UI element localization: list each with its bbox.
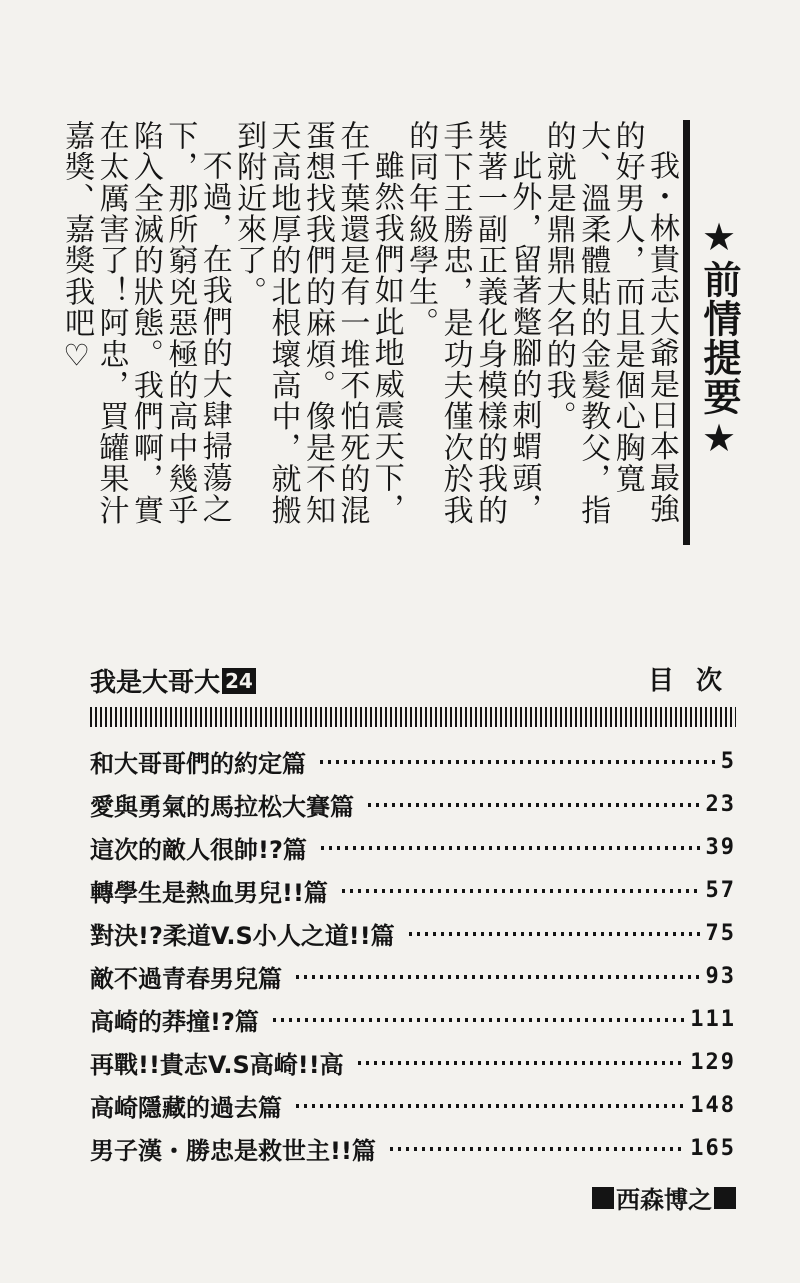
author-credit: [590, 1180, 738, 1215]
toc-item[interactable]: [90, 826, 736, 869]
toc-item-page: 23: [705, 792, 736, 817]
summary-paragraph: 不過，在我們的大肆掃蕩之下，那所窮兇惡極的高中幾乎陷入全滅的狀態。我們啊，實在太厲害了！阿忠，買罐果汁嘉獎、嘉獎我吧♡: [59, 120, 232, 526]
toc-leader-dots: [321, 846, 700, 850]
summary-divider-bar: [683, 120, 690, 545]
toc-item-page: 39: [705, 835, 736, 860]
author-right-block: [714, 1187, 736, 1209]
toc-item[interactable]: [90, 955, 736, 998]
toc-item-page: 111: [690, 1007, 736, 1032]
toc-leader-dots: [296, 1104, 684, 1108]
toc-item[interactable]: [90, 783, 736, 826]
toc-leader-dots: [342, 889, 700, 893]
toc-item-title: 愛與勇氣的馬拉松大賽篇: [90, 793, 354, 821]
toc-item-title: 和大哥哥們的約定篇: [90, 750, 306, 778]
summary-text: [59, 120, 678, 550]
toc-item-page: 75: [705, 921, 736, 946]
toc-item-page: 5: [720, 749, 736, 774]
toc-item-title: 男子漢・勝忠是救世主!!篇: [90, 1137, 376, 1165]
summary-paragraph: 我・林貴志大爺是日本最強的好男人，而且是個心胸寬大、溫柔體貼的金髮教父，指的就是鼎鼎大名的我。: [540, 120, 679, 526]
book-title: [90, 662, 256, 699]
toc-item[interactable]: [90, 1127, 736, 1170]
toc-leader-dots: [296, 975, 700, 979]
toc-item-page: 57: [705, 878, 736, 903]
book-title-text: 我是大哥大: [90, 668, 221, 698]
toc-leader-dots: [320, 760, 715, 764]
summary-paragraph: 雖然我們如此地威震天下，在千葉還是有一堆不怕死的混蛋想找我們的麻煩。像是不知天高地厚的北根壞高中，就搬到附近來了。: [231, 120, 404, 526]
author-name: 西森博之: [616, 1186, 712, 1214]
toc-item-title: 轉學生是熱血男兒!!篇: [90, 879, 328, 907]
summary-heading: ★前情提要★: [697, 215, 741, 461]
toc-leader-dots: [390, 1147, 684, 1151]
hatched-divider: [90, 707, 736, 727]
toc-item-title: 高崎的莽撞!?篇: [90, 1008, 259, 1036]
toc-item[interactable]: [90, 1041, 736, 1084]
toc-heading: 目次: [648, 666, 745, 696]
toc-item[interactable]: [90, 1084, 736, 1127]
toc-item[interactable]: [90, 869, 736, 912]
toc-item[interactable]: [90, 912, 736, 955]
toc-item-page: 148: [690, 1093, 736, 1118]
toc-item-page: 129: [690, 1050, 736, 1075]
toc-list: [90, 740, 736, 1170]
author-left-block: [592, 1187, 614, 1209]
toc-leader-dots: [273, 1018, 684, 1022]
toc-item-page: 165: [690, 1136, 736, 1161]
toc-leader-dots: [358, 1061, 685, 1065]
toc-leader-dots: [368, 803, 700, 807]
toc-item[interactable]: [90, 740, 736, 783]
toc-item-title: 敵不過青春男兒篇: [90, 965, 282, 993]
toc-item[interactable]: [90, 998, 736, 1041]
volume-badge: 24: [222, 668, 256, 694]
toc-item-title: 這次的敵人很帥!?篇: [90, 836, 307, 864]
toc-item-title: 高崎隱藏的過去篇: [90, 1094, 282, 1122]
toc-item-title: 再戰!!貴志V.S高崎!!高: [90, 1051, 344, 1079]
summary-paragraph: 此外，留著蹩腳的刺蝟頭，裝著一副正義化身模樣的我的手下王勝忠，是功夫僅次於我的同年級學生。: [403, 120, 542, 526]
toc-item-page: 93: [705, 964, 736, 989]
toc-item-title: 對決!?柔道V.S小人之道!!篇: [90, 922, 395, 950]
toc-leader-dots: [409, 932, 700, 936]
